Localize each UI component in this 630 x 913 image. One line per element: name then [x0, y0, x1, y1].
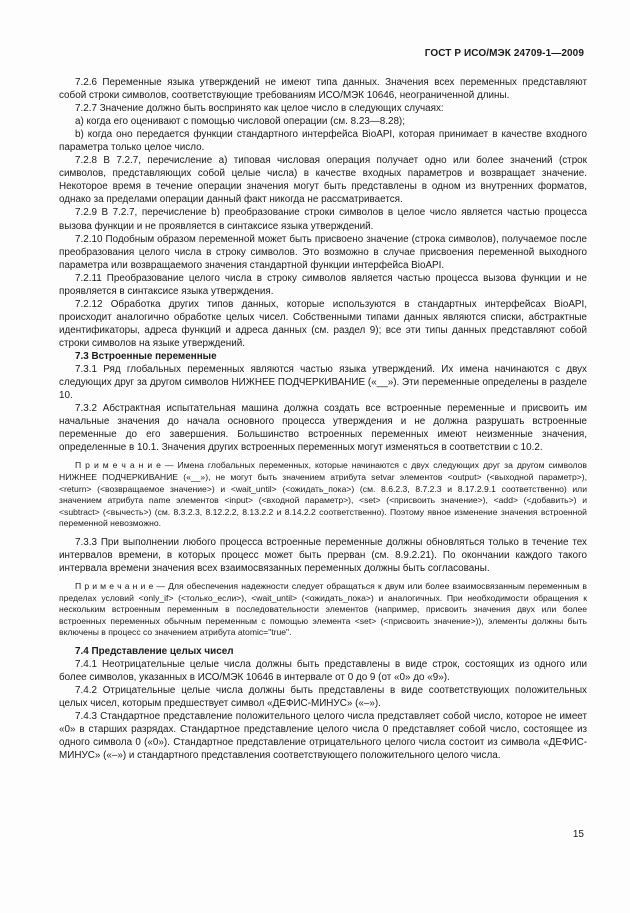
list-item-b: b) когда оно передается функции стандартного интерфейса BioAPI, которая принимает в качестве входного параметра только целое число. [59, 129, 587, 154]
paragraph-7-4-3: 7.4.3 Стандартное представление положительного целого числа представляет собой число, которое не имеет «0» в старших разрядах. Стандартное представление целого числа 0 представляет собой число, состоящее из одного символа 0 («0»). Стандартное представление отрицательного целого числа состоит из символа «ДЕФИС-МИНУС» («–») и стандартного представления соответствующего положительного целого числа. [59, 711, 587, 762]
section-7-4-heading: 7.4 Представление целых чисел [75, 646, 234, 658]
page-body [59, 76, 587, 762]
paragraph-7-2-9: 7.2.9 В 7.2.7, перечисление b) преобразование строки символов в целое число является частью процесса вызова функции и не проявляется в синтаксисе языка утверждений. [59, 207, 587, 232]
section-7-3-heading: 7.3 Встроенные переменные [75, 350, 217, 362]
paragraph-7-3-1: 7.3.1 Ряд глобальных переменных являются частью языка утверждений. Их имена начинаются с двух следующих друг за другом символов НИЖНЕЕ ПОДЧЕРКИВАНИЕ («__»). Эти переменные определены в разделе 10. [59, 364, 587, 402]
paragraph-7-3-3: 7.3.3 При выполнении любого процесса встроенные переменные должны обновляться только в течение тех интервалов времени, в которых процесс может быть прерван (см. 8.9.2.21). По окончании каждого такого интервала времени значения всех взаимосвязанных переменных должны быть согласованы. [59, 536, 587, 575]
paragraph-7-4-2: 7.4.2 Отрицательные целые числа должны быть представлены в виде соответствующих положительных целых чисел, которым предшествует символ «ДЕФИС-МИНУС» («–»). [59, 685, 587, 710]
paragraph-7-2-10: 7.2.10 Подобным образом переменной может быть присвоено значение (строка символов), получаемое после преобразования целого числа в строку символов. Это возможно в случае присвоения переменной выходного параметра или возвращаемого значения стандартной функции интерфейса BioAPI. [59, 233, 587, 271]
paragraph-7-2-8: 7.2.8 В 7.2.7, перечисление а) типовая числовая операция получает одно или более значений (строк символов, представляющих собой целые числа) в качестве входных параметров и возвращает значение. Некоторое время в течение операции значения могут быть представлены в одном из внутренних форматов, однако за пределами операции данный факт никогда не рассматривается. [59, 155, 587, 206]
note-7-3-2: П р и м е ч а н и е — Имена глобальных переменных, которые начинаются с двух следующих друг за другом символов НИЖНЕЕ ПОДЧЕРКИВАНИЕ («__»), не могут быть значением атрибута setvar элементов <output> (<выходной параметр>), <return> (<возвращаемое значение>) и <wait_until> (<ожидать_пока>) (см. 8.6.2.3, 8.7.2.3 и 8.17.2.9.1 соответственно) или значением атрибута name элементов <input> (<входной параметр>), <set> (<присвоить значение>), <add> (<добавить>) и <subtract> (<вычесть>) (см. 8.3.2.3, 8.12.2.2, 8.13.2.2 и 8.14.2.2 соответственно). Поэтому явное изменение значения встроенной переменной невозможно. [59, 460, 587, 529]
paragraph-7-2-12: 7.2.12 Обработка других типов данных, которые используются в стандартных интерфейсах BioAPI, происходит аналогично обработке целых чисел. Собственными типами данных являются списки, абстрактные идентификаторы, адреса функций и адреса данных (см. раздел 9); все эти типы данных представляют собой строки символов на языке утверждений. [59, 298, 587, 349]
paragraph-7-2-7: 7.2.7 Значение должно быть воспринято как целое число в следующих случаях: [75, 103, 444, 115]
paragraph-7-4-1: 7.4.1 Неотрицательные целые числа должны быть представлены в виде строк, состоящих из одного или более символов, указанных в ИСО/МЭК 10646 в интервале от 0 до 9 (от «0» до «9»). [59, 659, 587, 684]
paragraph-7-2-6: 7.2.6 Переменные языка утверждений не имеют типа данных. Значения всех переменных представляют собой строки символов, соответствующие требованиям ИСО/МЭК 10646, неограниченной длины. [59, 77, 587, 102]
paragraph-7-2-11: 7.2.11 Преобразование целого числа в строку символов является частью процесса вызова функции и не проявляется в синтаксисе языка утверждения. [59, 272, 587, 297]
page-number: 15 [572, 829, 584, 840]
paragraph-7-3-2: 7.3.2 Абстрактная испытательная машина должна создать все встроенные переменные и присвоить им начальные значения до начала основного процесса утверждения и не должна разрушать встроенные переменные до его завершения. Большинство встроенных переменных имеют неизменные значения, определенные в 10.1. Значения других встроенных переменных могут изменяться в соответствии с 10.2. [59, 403, 587, 454]
document-code-header: ГОСТ Р ИСО/МЭК 24709-1—2009 [424, 48, 584, 59]
list-item-a: a) когда его оценивают с помощью числовой операции (см. 8.23—8.28); [75, 116, 405, 128]
note-7-3-3: П р и м е ч а н и е — Для обеспечения надежности следует обращаться к двум или более взаимосвязанным переменным в пределах условий <only_if> (<только_если>), <wait_until> (<ожидать_пока>) и аналогичных. При необходимости обращения к нескольким встроенным переменным в последовательности элементов (например, присвоить значения двух или более встроенных переменных обычным переменным с помощью элемента <set> (<присвоить значение>)), элементы должны быть включены в процесс со значением атрибута atomic="true". [59, 581, 587, 638]
